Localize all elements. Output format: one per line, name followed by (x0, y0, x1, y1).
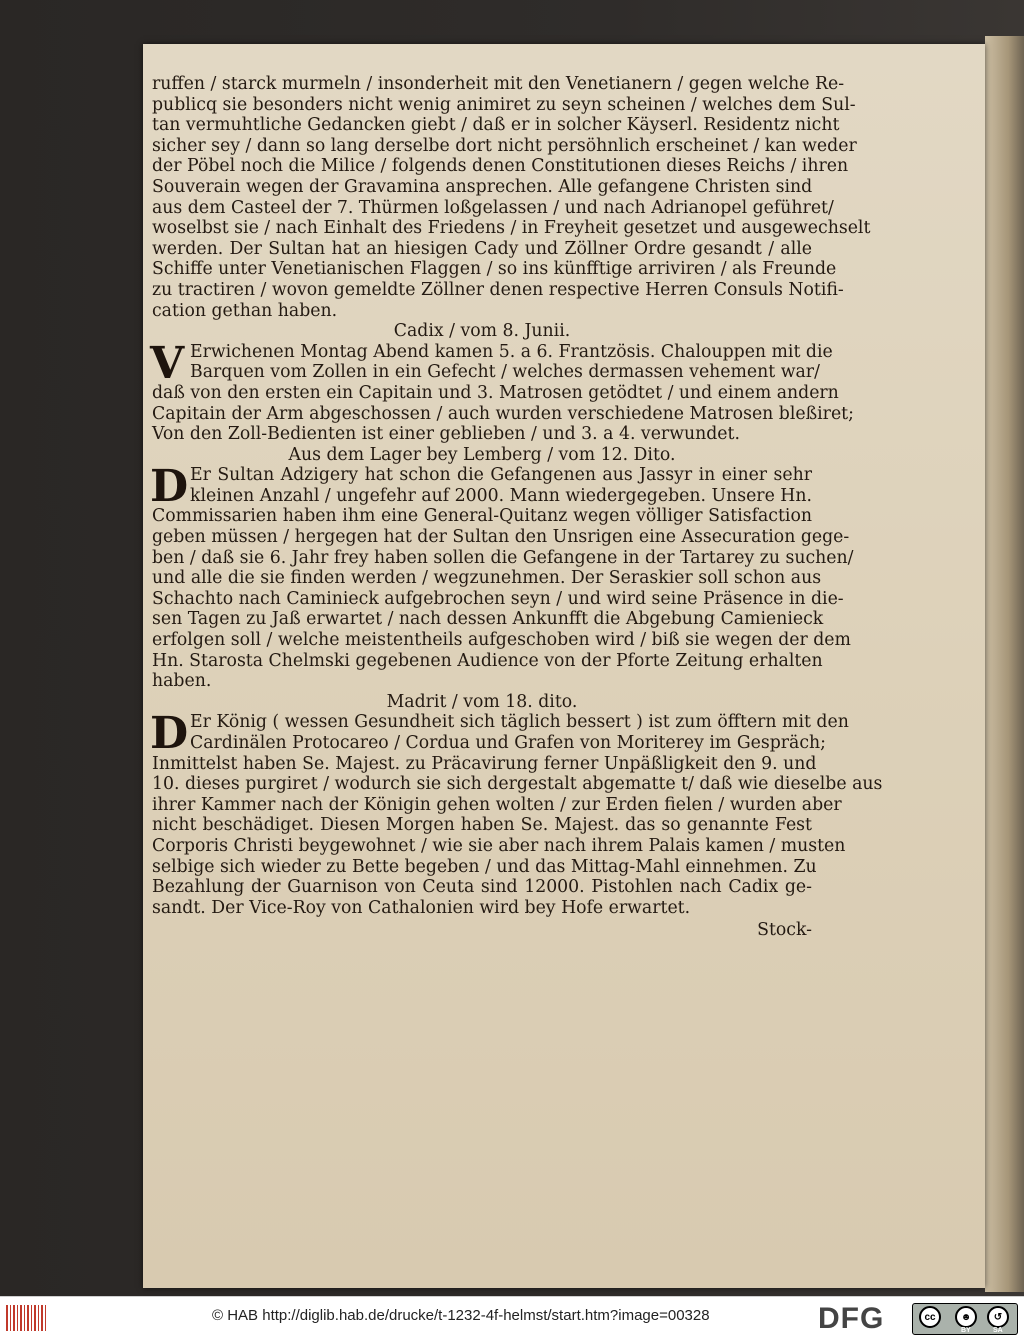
text-line: Er Sultan Adzigery hat schon die Gefangenen aus Jassyr in einer sehr (190, 465, 812, 486)
text-line: woselbst sie / nach Einhalt des Friedens / in Freyheit gesetzet und ausgewechselt (152, 218, 871, 239)
text-line: daß von den ersten ein Capitain und 3. Matrosen getödtet / und einem andern (152, 382, 839, 403)
text-line: ben / daß sie 6. Jahr frey haben sollen die Gefangene in der Tartarey zu suchen/ (152, 547, 854, 568)
text-line: Capitain der Arm abgeschossen / auch wurden verschiedene Matrosen bleßiret; (152, 403, 854, 424)
paragraph-intro (152, 74, 871, 321)
text-line: Commissarien haben ihm eine General-Quitanz wegen völliger Satisfaction (152, 506, 812, 527)
page-edge (985, 36, 1024, 1292)
footer-bar (0, 1296, 1024, 1339)
heading-cadix: Cadix / vom 8. Junii. (393, 321, 571, 342)
paragraph-madrit (150, 708, 883, 918)
dropcap-lemberg: D (150, 461, 189, 513)
text-line: Schiffe unter Venetianischen Flaggen / so ins künfftige arriviren / als Freunde (152, 259, 837, 280)
attribution-icon: ☻ (955, 1306, 977, 1328)
text-line: zu tractiren / wovon gemeldte Zöllner denen respective Herren Consuls Notifi- (152, 279, 844, 300)
text-line: ruffen / starck murmeln / insonderheit mit den Venetianern / gegen welche Re- (152, 74, 845, 94)
text-line: aus dem Casteel der 7. Thürmen loßgelassen / und nach Adrianopel geführet/ (152, 197, 834, 218)
text-line: Von den Zoll-Bedienten ist einer geblieben / und 3. a 4. verwundet. (152, 424, 740, 445)
document-text (150, 74, 883, 941)
text-line: Barquen vom Zollen in ein Gefecht / welches dermassen vehement war/ (190, 362, 820, 383)
text-line: Hn. Starosta Chelmski gegebenen Audience von der Pforte Zeitung erhalten (152, 650, 823, 671)
dropcap-cadix: V (150, 337, 185, 389)
sa-label: SA (993, 1327, 1003, 1334)
text-line: Schachto nach Caminieck aufgebrochen seyn / und wird seine Präsence in die- (152, 588, 844, 609)
text-line: Inmittelst haben Se. Majest. zu Präcavirung ferner Unpäßligkeit den 9. und (152, 753, 817, 774)
text-line: kleinen Anzahl / ungefehr auf 2000. Mann wiedergegeben. Unsere Hn. (190, 485, 812, 506)
text-line: publicq sie besonders nicht wenig animiret zu seyn scheinen / welches dem Sul- (152, 94, 856, 115)
text-line: und alle die sie finden werden / wegzunehmen. Der Seraskier soll schon aus (152, 568, 822, 589)
text-line: Cardinälen Protocareo / Cordua und Grafen von Moriterey im Gespräch; (190, 733, 826, 753)
text-line: geben müssen / hergegen hat der Sultan den Unsrigen eine Assecuration gege- (152, 527, 850, 548)
dfg-logo: DFG (818, 1302, 885, 1335)
text-line: der Pöbel noch die Milice / folgends denen Constitutionen dieses Reichs / ihren (152, 156, 849, 177)
paragraph-cadix (150, 337, 854, 445)
library-logo-icon (6, 1305, 46, 1331)
cc-icon: cc (919, 1306, 941, 1328)
copyright-link[interactable]: © HAB http://diglib.hab.de/drucke/t-1232-4f-helmst/start.htm?image=00328 (212, 1307, 710, 1324)
share-alike-icon: ↺ (987, 1306, 1009, 1328)
heading-madrit: Madrit / vom 18. dito. (386, 691, 578, 712)
text-line: Bezahlung der Guarnison von Ceuta sind 12000. Pistohlen nach Cadix ge- (152, 877, 812, 898)
paragraph-lemberg (150, 461, 854, 692)
catchword: Stock- (757, 920, 812, 941)
text-line: erfolgen soll / welche meistentheils aufgeschoben wird / biß sie wegen der dem (152, 630, 851, 651)
text-line: selbige sich wieder zu Bette begeben / und das Mittag-Mahl einnehmen. Zu (152, 856, 817, 877)
text-line: ihrer Kammer nach der Königin gehen wolten / zur Erden fielen / wurden aber (152, 794, 842, 815)
text-line: 10. dieses purgiret / wodurch sie sich dergestalt abgematte t/ daß wie dieselbe aus (152, 774, 883, 795)
by-label: BY (961, 1327, 971, 1334)
text-line: sicher sey / dann so lang derselbe dort nicht persöhnlich erscheinet / kan weder (152, 135, 857, 156)
text-line: tan vermuhtliche Gedancken giebt / daß er in solcher Käyserl. Residentz nicht (152, 115, 840, 136)
text-line: Er König ( wessen Gesundheit sich täglich bessert ) ist zum öfftern mit den (190, 712, 849, 733)
dropcap-madrit: D (150, 708, 189, 760)
text-line: Souverain wegen der Gravamina ansprechen. Alle gefangene Christen sind (152, 176, 813, 197)
text-line: haben. (152, 671, 212, 692)
text-line: cation gethan haben. (152, 300, 338, 321)
heading-lemberg: Aus dem Lager bey Lemberg / vom 12. Dito. (288, 444, 676, 465)
text-line: werden. Der Sultan hat an hiesigen Cady und Zöllner Ordre gesandt / alle (152, 238, 812, 259)
text-line: sen Tagen zu Jaß erwartet / nach dessen Ankunfft die Abgebung Camienieck (152, 609, 824, 630)
cc-license-badge[interactable] (912, 1303, 1018, 1335)
text-line: Corporis Christi beygewohnet / wie sie aber nach ihrem Palais kamen / musten (152, 835, 846, 856)
text-line: sandt. Der Vice-Roy von Cathalonien wird bey Hofe erwartet. (152, 897, 691, 918)
text-line: Erwichenen Montag Abend kamen 5. a 6. Frantzösis. Chalouppen mit die (190, 341, 833, 362)
text-line: nicht beschädiget. Diesen Morgen haben Se. Majest. das so genannte Fest (152, 815, 812, 836)
